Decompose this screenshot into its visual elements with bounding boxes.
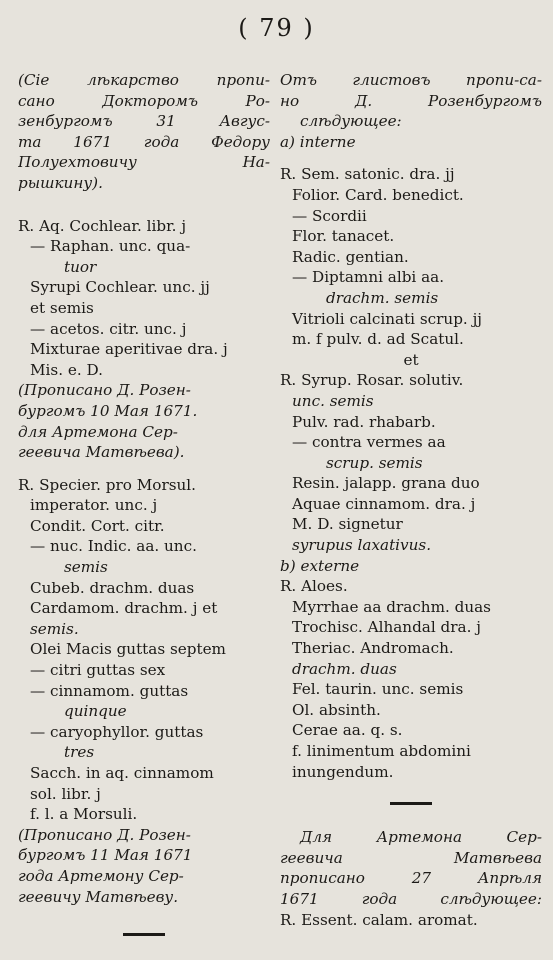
recipe-aloes [280,576,542,782]
text-line: R. Essent. calam. aromat. [280,910,478,929]
text-line: Syrupi Cochlear. unc. jj [30,278,210,297]
text-line: quinque [64,702,127,721]
note-prescription-matveev-27-april [280,827,542,909]
text-line: — caryophyllor. guttas [30,722,204,741]
text-line: геевича Матвѣева [280,848,542,867]
note-prescription-matveev-11-may [18,825,270,907]
text-line: Olei Macis guttas septem [30,640,226,659]
page-number: ( 79 ) [238,14,315,42]
recipe-morsuli [18,475,270,825]
text-line: Radic. gentian. [292,247,409,266]
text-line: 1671 года слѣдующее: [280,889,542,908]
text-line: Myrrhae aa drachm. duas [292,597,491,616]
text-line: но Д. Розенбургомъ [280,91,542,110]
subheading-externe: b) externe [280,556,360,575]
text-line: R. Aq. Cochlear. libr. j [18,216,187,235]
text-line: бургомъ 10 Мая 1671. [18,401,198,420]
text-line: R. Aloes. [280,577,348,596]
text-line: та 1671 года Федору [18,132,270,151]
text-line: drachm. semis [326,288,439,307]
text-line: геевичу Матвѣеву. [18,887,179,906]
text-line: Fel. taurin. unc. semis [292,680,464,699]
text-line: слѣдующее: [300,112,402,131]
text-line: R. Sem. satonic. dra. jj [280,165,455,184]
text-line: Cerae aa. q. s. [292,721,403,740]
text-line: — Diptamni albi aa. [292,268,445,287]
section-divider [390,802,432,805]
text-line: прописано 27 Апрѣля [280,869,542,888]
text-line: scrup. semis [326,453,423,472]
text-line: зенбургомъ 31 Авгус- [18,112,270,131]
note-prescription-matveev-10-may [18,380,270,462]
text-line: M. D. signetur [292,515,403,534]
text-line: drachm. duas [292,659,397,678]
text-line: Pulv. rad. rhabarb. [292,412,436,431]
recipe-syrup-rosar [280,370,542,555]
text-line: — cinnamom. guttas [30,681,189,700]
text-line: et [403,350,419,369]
text-line: f. linimentum abdomini [292,742,471,760]
text-line: Mis. e. D. [30,360,103,379]
text-line: et semis [30,298,94,317]
text-line: inungendum. [292,762,394,781]
text-line: R. Specier. pro Morsul. [18,475,196,494]
section-divider [123,933,165,936]
right-column [280,70,542,930]
note-prescription-naryshkin [18,70,270,194]
text-line: сано Докторомъ Ро- [18,91,270,110]
text-line: (Прописано Д. Розен- [18,381,191,400]
text-line: tuor [64,257,97,276]
text-line: Sacch. in aq. cinnamom [30,764,214,782]
text-line: Полуехтовичу На- [18,153,270,172]
text-line: Отъ глистовъ пропи-са- [280,71,542,89]
left-column [18,70,270,948]
text-line: Vitrioli calcinati scrup. jj [292,309,483,328]
text-line: — citri guttas sex [30,661,166,680]
text-line: — acetos. citr. unc. j [30,319,187,338]
text-line: рышкину). [18,173,103,192]
subheading-interne: a) interne [280,132,356,151]
text-line: f. l. a Morsuli. [30,805,138,824]
text-line: Cardamom. drachm. j et [30,599,218,618]
text-line: геевича Матвѣева). [18,443,185,462]
text-line: (Сiе лѣкарство пропи- [18,71,270,89]
recipe-cochlear [18,216,270,381]
text-line: imperator. unc. j [30,496,158,515]
text-line: Resin. jalapp. grana duo [292,474,480,493]
text-line: — Raphan. unc. qua- [30,237,191,256]
text-line: Trochisc. Alhandal dra. j [292,618,481,637]
text-line: Mixturae aperitivae dra. j [30,340,228,359]
text-line: Ol. absinth. [292,700,381,719]
text-line: для Артемона Сер- [18,422,178,441]
text-line: Folior. Card. benedict. [292,185,464,204]
text-line: — nuc. Indic. aa. unc. [30,537,197,556]
text-line: unc. semis [292,391,374,410]
text-line: Aquae cinnamom. dra. j [292,494,476,513]
text-line: (Прописано Д. Розен- [18,825,191,844]
text-line: syrupus laxativus. [292,536,432,555]
text-line: Theriac. Andromach. [292,639,454,658]
text-line: Cubeb. drachm. duas [30,578,195,597]
text-line: sol. libr. j [30,784,101,803]
text-line: бургомъ 11 Мая 1671 [18,846,193,865]
text-line: Condit. Cort. citr. [30,516,165,535]
text-line: — contra vermes aa [292,433,446,452]
text-line: года Артемону Сер- [18,866,184,885]
text-line: semis [64,558,108,577]
text-line: Для Артемона Сер- [300,828,542,847]
text-line: m. f pulv. d. ad Scatul. [292,330,464,349]
text-line: — Scordii [292,206,367,225]
text-line: tres [64,743,95,762]
text-line: R. Syrup. Rosar. solutiv. [280,371,464,390]
recipe-satonic [280,164,542,370]
text-line: semis. [30,619,79,638]
text-line: Flor. tanacet. [292,227,395,246]
heading-against-worms [280,70,542,132]
